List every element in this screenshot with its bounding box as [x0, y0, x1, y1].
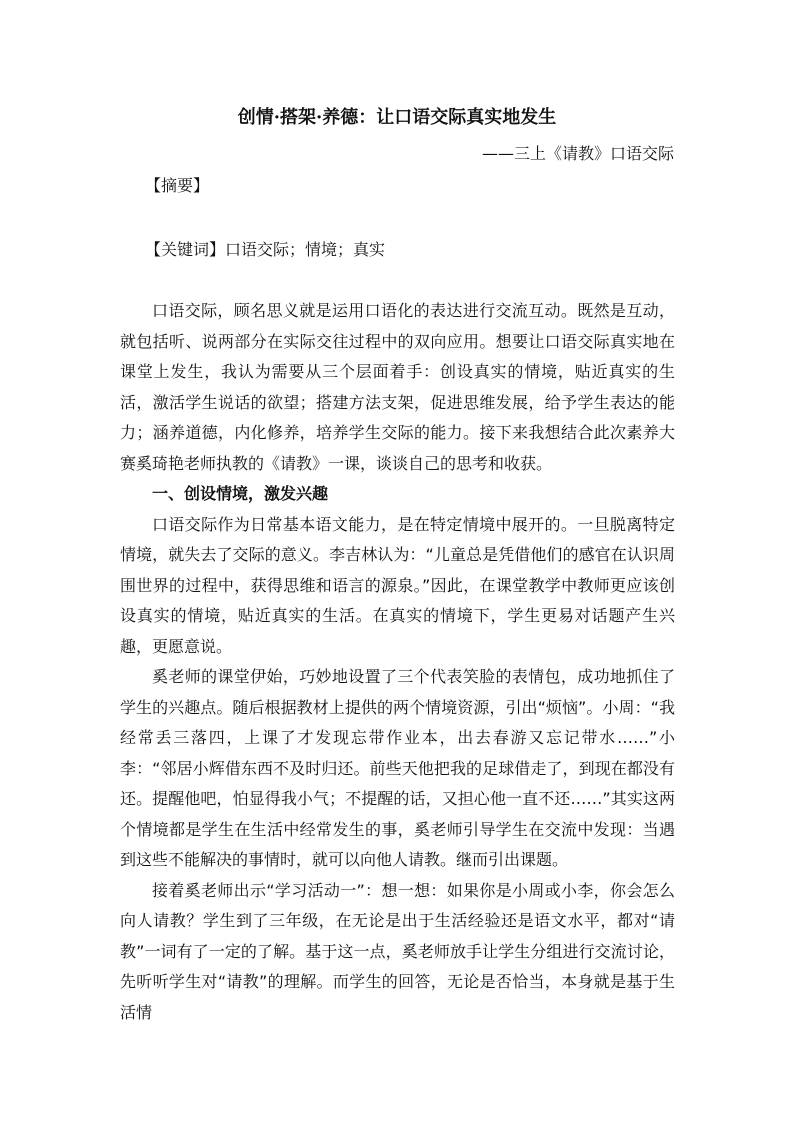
keywords-label: 【关键词】 — [145, 240, 226, 259]
body-paragraph: 奚老师的课堂伊始，巧妙地设置了三个代表笑脸的表情包，成功地抓住了学生的兴趣点。随后根据教材上提供的两个情境资源，引出“烦恼”。小周：“我经常丢三落四，上课了才发现忘带作业本，出去春游又忘记带水……”小李：“邻居小辉借东西不及时归还。前些天他把我的足球借走了，到现在都没有还。提醒他吧，怕显得我小气；不提醒的话，又担心他一直不还……”其实这两个情境都是学生在生活中经常发生的事，奚老师引导学生在交流中发现：当遇到这些不能解决的事情时，就可以向他人请教。继而引出课题。 — [120, 667, 675, 869]
document-body — [120, 296, 675, 1028]
document-subtitle: ——三上《请教》口语交际 — [481, 144, 674, 163]
body-paragraph: 接着奚老师出示“学习活动一”：想一想：如果你是小周或小李，你会怎么向人请教？学生到了三年级，在无论是出于生活经验还是语文水平，都对“请教”一词有了一定的了解。基于这一点，奚老师放手让学生分组进行交流讨论，先听听学生对“请教”的理解。而学生的回答，无论是否恰当，本身就是基于生活情 — [120, 880, 675, 1022]
body-paragraph: 口语交际作为日常基本语文能力，是在特定情境中展开的。一旦脱离特定情境，就失去了交际的意义。李吉林认为：“儿童总是凭借他们的感官在认识周围世界的过程中，获得思维和语言的源泉。”因此，在课堂教学中教师更应该创设真实的情境，贴近真实的生活。在真实的情境下，学生更易对话题产生兴趣，更愿意说。 — [120, 514, 675, 656]
body-paragraph: 口语交际，顾名思义就是运用口语化的表达进行交流互动。既然是互动，就包括听、说两部分在实际交往过程中的双向应用。想要让口语交际真实地在课堂上发生，我认为需要从三个层面着手：创设真实的情境，贴近真实的生活，激活学生说话的欲望；搭建方法支架，促进思维发展，给予学生表达的能力；涵养道德，内化修养，培养学生交际的能力。接下来我想结合此次素养大赛奚琦艳老师执教的《请教》一课，谈谈自己的思考和收获。 — [120, 301, 675, 473]
keywords-value: 口语交际；情境；真实 — [225, 240, 386, 259]
abstract-label: 【摘要】 — [145, 176, 210, 195]
keywords-line — [145, 238, 385, 262]
document-title: 创情·搭架·养德：让口语交际真实地发生 — [237, 107, 557, 128]
section-heading: 一、创设情境，激发兴趣 — [152, 484, 329, 503]
